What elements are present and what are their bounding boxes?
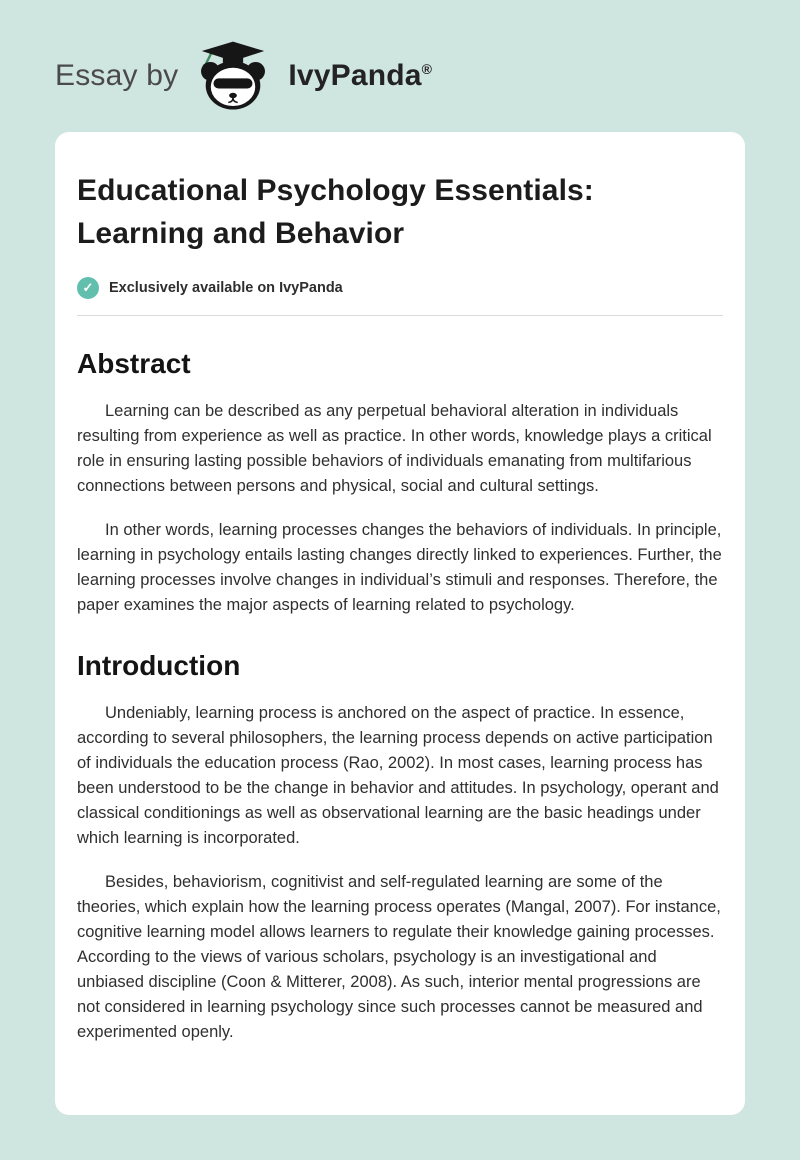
essay-by-label: Essay by (55, 59, 179, 92)
abstract-paragraph-2: In other words, learning processes changes the behaviors of individuals. In principle, learning in psychology entails lasting changes directly linked to experiences. Further, the learning processes involve changes in individual’s stimuli and responses. Therefore, the paper examines the major aspects of learning related to psychology. (77, 521, 722, 615)
section-introduction (77, 650, 723, 1045)
divider (77, 315, 723, 316)
section-abstract (77, 348, 723, 618)
introduction-paragraph-2: Besides, behaviorism, cognitivist and self-regulated learning are some of the theories, which explain how the learning process operates (Mangal, 2007). For instance, cognitive learning model allows learners to regulate their knowledge gaining processes. According to the views of various scholars, psychology is an investigational and unbiased discipline (Coon & Mitterer, 2008). As such, interior mental progressions are not considered in learning psychology since such processes cannot be measured and experimented openly. (77, 873, 721, 1042)
abstract-paragraph-1: Learning can be described as any perpetual behavioral alteration in individuals resulting from experience as well as practice. In other words, knowledge plays a critical role in ensuring lasting possible behaviors of individuals emanating from multifarious connections between persons and physical, social and cultural settings. (77, 402, 712, 496)
essay-title: Educational Psychology Essentials: Learning and Behavior (77, 174, 594, 250)
brand-text: IvyPanda (288, 59, 422, 92)
essay-card (55, 132, 745, 1115)
availability-label: Exclusively available on IvyPanda (109, 280, 343, 297)
check-icon: ✓ (77, 277, 99, 299)
introduction-paragraph-1: Undeniably, learning process is anchored on the aspect of practice. In essence, according to several philosophers, the learning process depends on active participation of individuals the education process (Rao, 2002). In most cases, learning process has been understood to be the change in behavior and attitudes. In psychology, operant and classical conditionings as well as observational learning are the basic headings under which learning is incorporated. (77, 704, 719, 848)
availability-row (77, 277, 723, 299)
ivypanda-panda-logo-icon (194, 40, 272, 112)
site-header (0, 0, 800, 118)
introduction-heading: Introduction (77, 650, 241, 682)
brand-name (288, 59, 432, 93)
abstract-heading: Abstract (77, 348, 191, 380)
registered-mark: ® (421, 61, 433, 77)
